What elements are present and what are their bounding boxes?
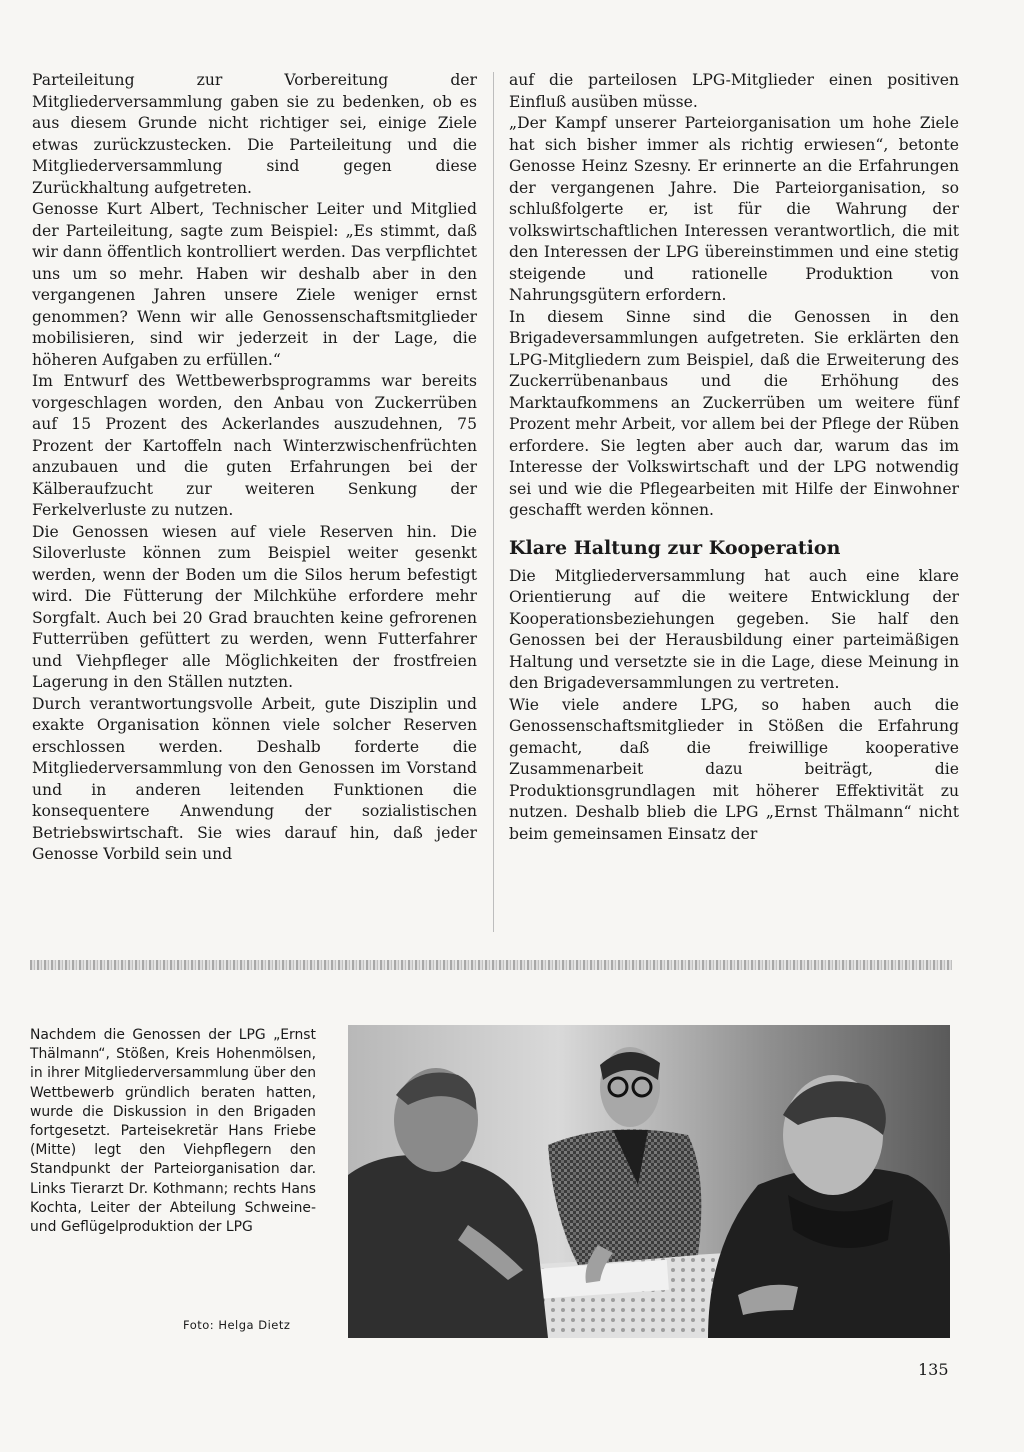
left-column [32,70,477,866]
paragraph: Die Genossen wiesen auf viele Reserven hin. Die Siloverluste können zum Beispiel weiter gesenkt werden, wenn der Boden um die Silos herum befestigt wird. Die Fütterung der Milchkühe erfordere mehr Sorgfalt. Auch bei 20 Grad brauchten keine gefrorenen Futterrüben gefüttert zu werden, wenn Futterfahrer und Viehpfleger alle Möglichkeiten der frostfreien Lagerung in den Ställen nutzten. [32,522,477,691]
photo-credit: Foto: Helga Dietz [183,1318,291,1332]
paragraph: „Der Kampf unserer Parteiorganisation um hohe Ziele hat sich bisher immer als richtig erwiesen“, betonte Genosse Heinz Szesny. Er erinnerte an die Erfahrungen der vergangenen Jahre. Die Parteiorganisation, so schlußfolgerte er, ist für die Wahrung der volkswirtschaftlichen Interessen verantwortlich, die mit den Interessen der LPG übereinstimmen und eine stetig steigende und rationelle Produktion von Nahrungsgütern erfordern. [509,114,959,304]
column-divider [493,72,494,932]
paragraph: Die Mitgliederversammlung hat auch eine klare Orientierung auf die weitere Entwicklung der Kooperationsbeziehungen gegeben. Sie half den Genossen bei der Herausbildung einer parteimäßigen Haltung und versetzte sie in die Lage, diese Meinung in den Brigadeversammlungen zu vertreten. [509,566,959,692]
photograph-illustration [348,1025,950,1338]
photograph [348,1025,950,1338]
paragraph: auf die parteilosen LPG-Mitglieder einen positiven Einfluß ausüben müsse. [509,71,959,111]
paragraph: Wie viele andere LPG, so haben auch die Genossenschaftsmitglieder in Stößen die Erfahrung gemacht, daß die freiwillige kooperative Zusammenarbeit dazu beiträgt, die Produktionsgrundlagen mit höherer Effektivität zu nutzen. Deshalb blieb die LPG „Ernst Thälmann“ nicht beim gemeinsamen Einsatz der [509,695,959,843]
section-heading: Klare Haltung zur Kooperation [509,536,841,559]
photo-caption: Nachdem die Genossen der LPG „Ernst Thälmann“, Stößen, Kreis Hohenmölsen, in ihrer Mitgliederversammlung über den Wettbewerb gründlich beraten hatten, wurde die Diskussion in den Brigaden fortgesetzt. Parteisekretär Hans Friebe (Mitte) legt den Viehpflegern den Standpunkt der Parteiorganisation dar. Links Tierarzt Dr. Kothmann; rechts Hans Kochta, Leiter der Abteilung Schweine- und Geflügelproduktion der LPG [30,1027,316,1236]
paragraph: Im Entwurf des Wettbewerbsprogramms war bereits vorgeschlagen worden, den Anbau von Zuckerrüben auf 15 Prozent des Ackerlandes auszudehnen, 75 Prozent der Kartoffeln nach Winterzwischenfrüchten anzubauen und die guten Erfahrungen bei der Kälberaufzucht zur weiteren Senkung der Ferkelverluste zu nutzen. [32,372,477,519]
right-column [509,70,959,845]
paragraph: Genosse Kurt Albert, Technischer Leiter und Mitglied der Parteileitung, sagte zum Beispiel: „Es stimmt, daß wir dann öffentlich kontrolliert werden. Das verpflichtet uns um so mehr. Haben wir deshalb aber in den vergangenen Jahren unsere Ziele weniger ernst genommen? Wenn wir alle Genossenschaftsmitglieder mobilisieren, sind wir jederzeit in der Lage, die höheren Aufgaben zu erfüllen.“ [32,200,477,369]
paragraph: Durch verantwortungsvolle Arbeit, gute Disziplin und exakte Organisation können viele solcher Reserven erschlossen werden. Deshalb forderte die Mitgliederversammlung von den Genossen im Vorstand und in anderen leitenden Funktionen die konsequentere Anwendung der sozialistischen Betriebswirtschaft. Sie wies darauf hin, daß jeder Genosse Vorbild sein und [32,694,477,863]
separator-band [30,960,952,970]
paragraph: Parteileitung zur Vorbereitung der Mitgliederversammlung gaben sie zu bedenken, ob es aus diesem Grunde nicht richtiger sei, einige Ziele etwas zurückzustecken. Die Parteileitung und die Mitgliederversammlung sind gegen diese Zurückhaltung aufgetreten. [32,71,477,197]
paragraph: In diesem Sinne sind die Genossen in den Brigadeversammlungen aufgetreten. Sie erklärten den LPG-Mitgliedern zum Beispiel, daß die Erweiterung des Zuckerrübenanbaus und die Erhöhung des Marktaufkommens an Zuckerrüben um weitere fünf Prozent mehr Arbeit, vor allem bei der Pflege der Rüben erfordere. Sie legten aber auch dar, warum das im Interesse der Volkswirtschaft und der LPG notwendig sei und wie die Pflegearbeiten mit Hilfe der Einwohner geschafft werden können. [509,307,959,519]
page-number: 135 [918,1360,949,1379]
